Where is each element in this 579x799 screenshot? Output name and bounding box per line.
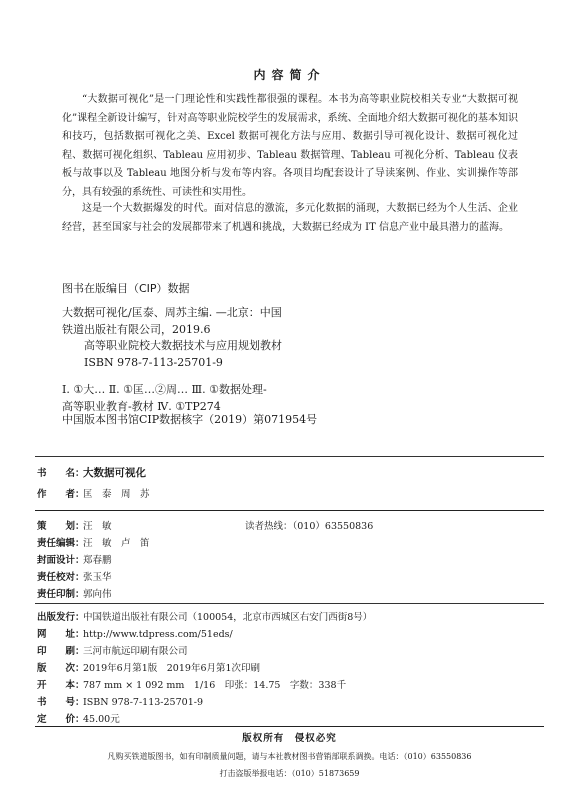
cip-line: 高等职业院校大数据技术与应用规划教材 <box>84 339 282 353</box>
publisher-value: 中国铁道出版社有限公司（100054，北京市西城区右安门西街8号） <box>83 612 373 623</box>
cip-record-number: 中国版本图书馆CIP数据核字（2019）第071954号 <box>62 413 318 426</box>
cover-row <box>37 552 112 566</box>
page-title: 内容简介 <box>253 68 326 82</box>
author-row <box>37 486 150 500</box>
edition-value: 2019年6月第1版 2019年6月第1次印刷 <box>83 663 261 674</box>
website-value: http://www.tdpress.com/51eds/ <box>83 629 233 640</box>
divider <box>35 510 544 511</box>
format-row <box>37 677 346 691</box>
hotline-value: （010）63550836 <box>292 521 374 532</box>
cip-line: 大数据可视化/匡泰、周苏主编. —北京：中国 <box>62 306 282 319</box>
cip-line: 铁道出版社有限公司，2019.6 <box>62 322 211 336</box>
divider <box>35 456 544 457</box>
piracy-hotline: 打击盗版举报电话：（010）51873659 <box>219 769 360 778</box>
editor-row <box>37 535 150 549</box>
printer-value: 三河市航远印刷有限公司 <box>83 646 188 657</box>
editor-value: 汪 敏 卢 笛 <box>83 538 150 549</box>
proof-row <box>37 569 112 583</box>
cip-line: 高等职业教育-教材 Ⅳ. ①TP274 <box>62 399 221 413</box>
author-label: 作 者： <box>37 489 85 500</box>
divider <box>35 603 544 604</box>
reader-hotline <box>245 518 373 532</box>
intro-paragraph-1 <box>62 91 518 203</box>
format-value: 787 mm × 1 092 mm 1/16 印张：14.75 字数：338千 <box>83 680 347 691</box>
publisher-label: 出版发行： <box>37 612 85 623</box>
publisher-row <box>37 609 372 623</box>
planner-value: 汪 敏 <box>83 521 112 532</box>
edition-label: 版 次： <box>37 663 85 674</box>
editor-label: 责任编辑： <box>37 538 85 549</box>
author-value: 匡 泰 周 苏 <box>83 489 150 500</box>
isbn-value: ISBN 978-7-113-25701-9 <box>83 697 203 708</box>
price-value: 45.00元 <box>83 714 120 725</box>
book-title-label: 书 名： <box>37 468 85 479</box>
cover-label: 封面设计： <box>37 555 85 566</box>
print-supervisor-value: 郭向伟 <box>83 589 112 600</box>
cip-heading: 图书在版编目（CIP）数据 <box>62 282 190 295</box>
planner-row <box>37 518 112 532</box>
cover-value: 郑春鹏 <box>83 555 112 566</box>
print-supervisor-label: 责任印制： <box>37 589 85 600</box>
rights-statement: 版权所有 侵权必究 <box>242 733 337 744</box>
cip-block <box>62 305 282 415</box>
print-supervisor-row <box>37 586 112 600</box>
divider <box>35 726 544 727</box>
printer-label: 印 刷： <box>37 646 85 657</box>
cip-line: Ⅰ. ①大… Ⅱ. ①匡…②周… Ⅲ. ①数据处理- <box>62 382 267 396</box>
intro-paragraph-2 <box>62 200 518 237</box>
book-title-value: 大数据可视化 <box>83 467 146 479</box>
website-label: 网 址： <box>37 629 85 640</box>
cip-line: ISBN 978-7-113-25701-9 <box>84 356 223 370</box>
website-row <box>37 626 233 640</box>
intro-text: 这是一个大数据爆发的时代。面对信息的激流，多元化数据的涌现，大数据已经为个人生活、企业经营，甚至国家与社会的发展都带来了机遇和挑战，大数据已经成为 IT 信息产业中最具潜力的蓝海。 <box>62 203 518 233</box>
edition-row <box>37 660 260 674</box>
quality-notice: 凡购买铁道版图书，如有印制质量问题，请与本社教材图书营销部联系调换。电话：（010）63550836 <box>107 752 472 761</box>
price-label: 定 价： <box>37 714 85 725</box>
printer-row <box>37 643 188 657</box>
isbn-row <box>37 694 203 708</box>
planner-label: 策 划： <box>37 521 85 532</box>
proof-label: 责任校对： <box>37 572 85 583</box>
format-label: 开 本： <box>37 680 85 691</box>
price-row <box>37 711 120 725</box>
isbn-label: 书 号： <box>37 697 85 708</box>
book-title-row <box>37 465 146 480</box>
hotline-label: 读者热线： <box>245 521 293 532</box>
intro-text: “大数据可视化”是一门理论性和实践性都很强的课程。本书为高等职业院校相关专业“大数据可视化”课程全新设计编写，针对高等职业院校学生的发展需求，系统、全面地介绍大数据可视化的基本知识和技巧，包括数据可视化之美、Excel 数据可视化方法与应用、数据引导可视化设计、数据可视化过程、数据可视化组织、Tableau 应用初步、Tableau 数据管理、Tableau 可视化分析、Tableau 仪表板与故事以及 Tableau 地图分析与发布等内容。各项目均配套设计了导读案例、作业、实训操作等部分，具有较强的系统性、可读性和实用性。 <box>62 94 518 198</box>
proof-value: 张玉华 <box>83 572 112 583</box>
